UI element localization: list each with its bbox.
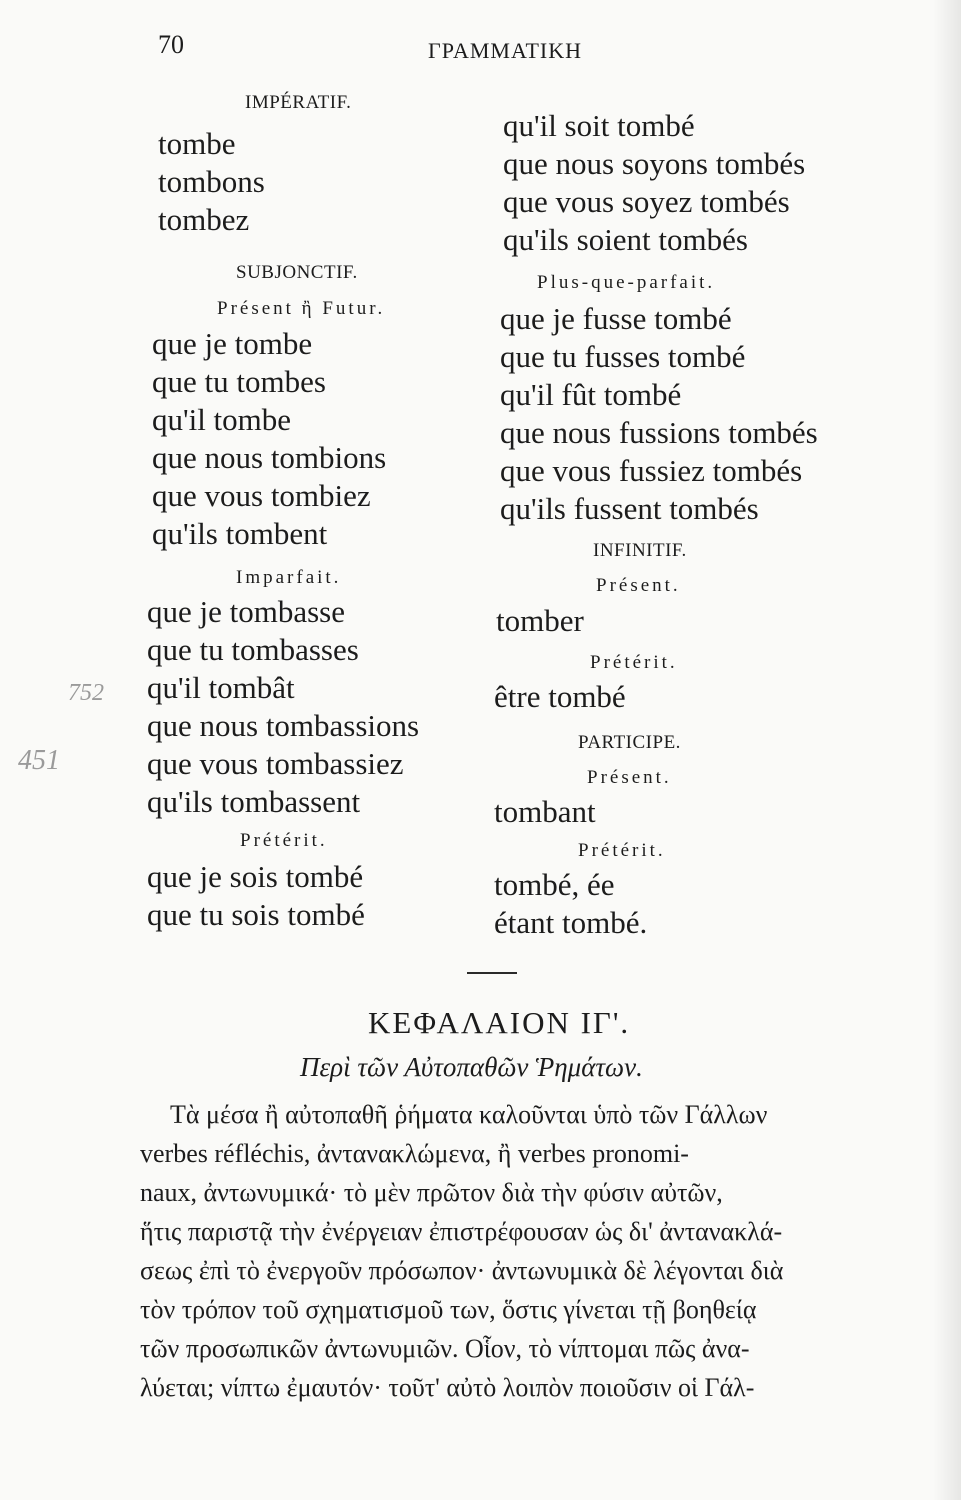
imperatif-forms — [158, 125, 265, 239]
paragraph-line: τὸν τρόπον τοῦ σχηματισμοῦ των, ὅστις γίνεται τῇ βοηθείᾳ — [140, 1295, 757, 1324]
running-head: ΓΡΑΜΜΑΤΙΚΗ — [428, 38, 582, 63]
chapter-title: ΚΕΦΑΛΑΙΟΝ ΙΓ'. — [368, 1005, 631, 1040]
heading-participe-preterit: Prétérit. — [578, 840, 666, 861]
heading-imperatif: IMPÉRATIF. — [245, 92, 352, 113]
paragraph-line: τῶν προσωπικῶν ἀντωνυμιῶν. Οἷον, τὸ νίπτομαι πῶς ἀνα- — [140, 1334, 750, 1363]
heading-imparfait: Imparfait. — [236, 567, 342, 588]
conjugation-line: tombé, ée — [494, 867, 615, 902]
margin-note: 752 — [68, 680, 104, 706]
paragraph-line: Τὰ μέσα ἢ αὐτοπαθῆ ῥήματα καλοῦνται ὑπὸ τῶν Γάλλων — [170, 1100, 768, 1129]
conjugation-line: qu'ils tombassent — [147, 784, 361, 819]
page-edge-shadow — [933, 0, 961, 1500]
heading-present-futur: Présent ἢ Futur. — [217, 298, 386, 319]
conjugation-line: qu'ils soient tombés — [503, 222, 748, 257]
conjugation-line: qu'il tombe — [152, 402, 292, 437]
heading-preterit: Prétérit. — [240, 830, 328, 851]
subjonctif-preterit-forms — [147, 858, 365, 934]
paragraph-line: σεως ἐπὶ τὸ ἐνεργοῦν πρόσωπον· ἀντωνυμικὰ δὲ λέγονται διὰ — [140, 1256, 784, 1285]
conjugation-line: que je fusse tombé — [500, 301, 732, 336]
paragraph-line: naux, ἀντωνυμικά· τὸ μὲν πρῶτον διὰ τὴν φύσιν αὐτῶν, — [140, 1178, 723, 1207]
conjugation-line: que nous soyons tombés — [503, 146, 806, 181]
conjugation-line: tombons — [158, 164, 265, 199]
conjugation-line: qu'il fût tombé — [500, 377, 682, 412]
conjugation-line: qu'ils fussent tombés — [500, 491, 759, 526]
heading-subjonctif: SUBJONCTIF. — [236, 262, 358, 283]
participe-preterit-forms — [494, 866, 647, 942]
conjugation-line: que je tombe — [152, 326, 313, 361]
conjugation-line: étant tombé. — [494, 905, 648, 940]
heading-plus-que-parfait: Plus-que-parfait. — [537, 272, 716, 293]
paragraph-line: ἥτις παριστᾷ τὴν ἐνέργειαν ἐπιστρέφουσαν ὡς δι' ἀντανακλά- — [140, 1217, 783, 1246]
conjugation-line: que nous tombassions — [147, 708, 420, 743]
margin-note: 451 — [18, 745, 60, 776]
subjonctif-plus-que-parfait-forms — [500, 300, 818, 528]
heading-infinitif-present: Présent. — [596, 575, 681, 596]
conjugation-line: que je tombasse — [147, 594, 346, 629]
conjugation-line: que tu sois tombé — [147, 897, 365, 932]
page-number: 70 — [158, 30, 184, 59]
heading-participe: PARTICIPE. — [578, 732, 681, 753]
paragraph-line: verbes réfléchis, ἀντανακλώμενα, ἢ verbes pronomi- — [140, 1139, 689, 1168]
conjugation-line: que tu fusses tombé — [500, 339, 746, 374]
conjugation-line: que vous soyez tombés — [503, 184, 790, 219]
conjugation-line: que tu tombes — [152, 364, 326, 399]
participe-present-form: tombant — [494, 794, 596, 829]
chapter-paragraph — [140, 1095, 840, 1407]
conjugation-line: tombe — [158, 126, 236, 161]
infinitif-preterit-form: être tombé — [494, 679, 626, 714]
infinitif-present-form: tomber — [496, 603, 584, 638]
conjugation-line: qu'il soit tombé — [503, 108, 695, 143]
conjugation-line: que vous tombassiez — [147, 746, 404, 781]
heading-infinitif-preterit: Prétérit. — [590, 652, 678, 673]
subjonctif-imparfait-forms — [147, 593, 419, 821]
conjugation-line: que vous fussiez tombés — [500, 453, 803, 488]
heading-infinitif: INFINITIF. — [593, 540, 687, 561]
conjugation-line: qu'ils tombent — [152, 516, 328, 551]
conjugation-line: que je sois tombé — [147, 859, 364, 894]
heading-participe-present: Présent. — [587, 767, 672, 788]
conjugation-line: que tu tombasses — [147, 632, 359, 667]
section-rule — [467, 972, 517, 974]
paragraph-line: λύεται; νίπτω ἐμαυτόν· τοῦτ' αὐτὸ λοιπὸν ποιοῦσιν οἱ Γάλ- — [140, 1373, 755, 1402]
conjugation-line: qu'il tombât — [147, 670, 295, 705]
subjonctif-preterit-continued — [503, 107, 805, 259]
conjugation-line: que nous tombions — [152, 440, 387, 475]
subjonctif-present-forms — [152, 325, 386, 553]
conjugation-line: que nous fussions tombés — [500, 415, 818, 450]
conjugation-line: tombez — [158, 202, 250, 237]
chapter-subtitle: Περὶ τῶν Αὐτοπαθῶν Ῥημάτων. — [300, 1052, 643, 1082]
conjugation-line: que vous tombiez — [152, 478, 371, 513]
